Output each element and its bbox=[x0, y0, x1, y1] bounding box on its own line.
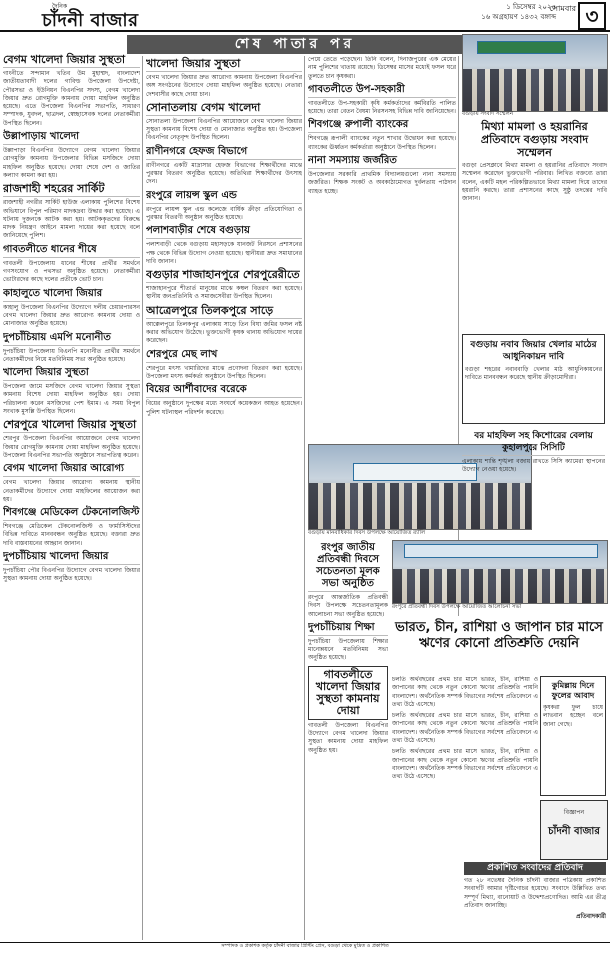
photo-banner bbox=[404, 544, 599, 558]
article-body: পেয়ে তেতে পড়েছেন। তিনি বলেন, দিনাজপুরের এক মেয়ের নাম পুলিশের খাতায় রয়েছে। ডিসেম্বর মাসের মধ্যেই ফসল ঘরে তুলতে চান কৃষকরা। bbox=[308, 56, 456, 80]
article-body: রংপুরে লায়ন্স স্কুল এন্ড কলেজে বার্ষিক ক্রীড়া প্রতিযোগিতা ও পুরস্কার বিতরণী অনুষ্ঠান অনুষ্ঠিত হয়েছে। bbox=[146, 205, 302, 221]
article-body: বিয়ের অনুষ্ঠানে দুপক্ষের মধ্যে সংঘর্ষে কয়েকজন আহত হয়েছেন। পুলিশ ঘটনাস্থল পরিদর্শন করেছে। bbox=[146, 400, 302, 416]
article-body: বগুড়া প্রেসক্লাবে মিথ্যা মামলা ও হয়রানির প্রতিবাদে সংবাদ সম্মেলন করেছেন ভুক্তভোগী পরিবার। লিখিত বক্তব্যে তারা বলেন, একটি মহল পরিকল্পিতভাবে মিথ্যা মামলা দিয়ে তাদের হয়রানি করছে। তারা প্রশাসনের কাছে সুষ্ঠু তদন্তের দাবি জানান। bbox=[462, 162, 607, 203]
headline: বেগম খালেদা জিয়ার সুস্থতা bbox=[3, 54, 140, 68]
page-number: ৩ bbox=[578, 2, 606, 30]
headline: রংপুরে লায়ন্স স্কুল এন্ড bbox=[146, 190, 302, 204]
column-rule bbox=[142, 56, 143, 940]
logo-prefix: দৈনিক bbox=[52, 3, 68, 10]
big-story bbox=[392, 618, 606, 674]
article-body: উল্লাপাড়া বিএনপির উদ্যোগে বেগম খালেদা জিয়ার রোগমুক্তি কামনায় উপজেলার বিভিন্ন মসজিদে দোয়া মাহফিল অনুষ্ঠিত হয়েছে। দোয়া শেষে দেশ ও জাতির কল্যাণ কামনা করা হয়। bbox=[3, 147, 140, 179]
article-body: রংপুরে আন্তর্জাতিক প্রতিবন্ধী দিবস উপলক্ষে সচেতনতামূলক আলোচনা সভা অনুষ্ঠিত হয়েছে। bbox=[308, 594, 388, 618]
imprint-footer: সম্পাদক ও প্রকাশক কর্তৃক চাঁদনী বাজার প্রিন্টিং প্রেস, বগুড়া থেকে মুদ্রিত ও প্রকাশিত bbox=[0, 942, 610, 954]
photo-caption: বগুড়ায় সংবাদ সম্মেলন bbox=[462, 111, 514, 117]
boxed-story bbox=[462, 334, 605, 424]
headline: রাজশাহী শহরের সার্কিট bbox=[3, 183, 140, 197]
article-body: শেরপুর উপজেলা বিএনপির আয়োজনে বেগম খালেদা জিয়ার রোগমুক্তি কামনায় দোয়া মাহফিল অনুষ্ঠিত হয়েছে। উপজেলা বিএনপির সভাপতি অনুষ্ঠানে সভাপতিত্ব করেন। bbox=[3, 435, 140, 459]
column-rule bbox=[304, 56, 305, 940]
article-body: আক্কেলপুরে তিলকপুর এলাকায় সাড়ে তিন বিঘা জমির ফসল নষ্ট করার অভিযোগ উঠেছে। ভুক্তভোগী কৃষক থানায় অভিযোগ দায়ের করেছেন। bbox=[146, 320, 302, 345]
headline: শিবগঞ্জে মেডিকেল টেকনোলজিস্ট bbox=[3, 507, 140, 521]
ad-label: বিজ্ঞাপন bbox=[563, 809, 585, 816]
column-1 bbox=[3, 52, 140, 940]
seminar-photo bbox=[392, 540, 608, 604]
headline: আত্রেলপুরে তিলকপুরে সাড়ে bbox=[146, 305, 302, 319]
headline: দুপচাঁচিয়ায় শিক্ষা bbox=[308, 622, 388, 636]
photo-banner bbox=[477, 41, 565, 54]
headline: বগুড়ায় নবাব জিয়ার খেলার মাঠের আধুনিকায়ন দাবি bbox=[470, 340, 597, 362]
advertisement bbox=[540, 800, 608, 860]
article-body: এলাকায় শান্তি শৃঙ্খলা বজায় রাখতে সিসি ক্যামেরা স্থাপনের উদ্যোগ নেওয়া হয়েছে। bbox=[462, 458, 605, 474]
article-body: গাবতলী উপজেলায় ধানের শীষের প্রার্থীর সমর্থনে গণসংযোগ ও পথসভা অনুষ্ঠিত হয়েছে। নেতাকর্মীরা ভোটারদের কাছে দলের প্রতীকে ভোট চান। bbox=[3, 259, 140, 284]
article-body: পলাশবাড়ী থেকে বগুড়ায় মহাসড়কে যানজট নিরসনে প্রশাসনের পক্ষ থেকে বিভিন্ন উদ্যোগ নেওয়া হয়েছে। স্থানীয়রা দ্রুত সমাধানের দাবি জানান। bbox=[146, 241, 302, 265]
date-english: ১ ডিসেম্বর ২০২৫ bbox=[506, 3, 556, 11]
headline: দুপচাঁচিয়ায় খালেদা জিয়ার bbox=[3, 551, 140, 565]
masthead bbox=[0, 0, 610, 32]
issue-dates bbox=[481, 2, 556, 22]
article-body: শিবগঞ্জে রূপালী ব্যাংকের নতুন শাখার উদ্বোধন করা হয়েছে। ব্যাংকের ঊর্ধ্বতন কর্মকর্তারা অনুষ্ঠানে উপস্থিত ছিলেন। bbox=[308, 135, 456, 151]
article-body: বগুড়া শহরের নবাববাড়ি খেলার মাঠ আধুনিকায়নের দাবিতে মানববন্ধন করেছে স্থানীয় ক্রীড়ামোদীরা। bbox=[465, 366, 602, 382]
headline: সোনাতলায় বেগম খালেদা bbox=[146, 102, 302, 116]
headline: শেরপুরে খালেদা জিয়ার সুস্থতা bbox=[3, 419, 140, 433]
headline: বেগম খালেদা জিয়ার আরোগ্য bbox=[3, 463, 140, 477]
headline: গাবতলীতে উপ-সহকারী bbox=[308, 84, 456, 98]
protest-body: গত ২৮ নভেম্বর দৈনিক চাঁদনী বাজার পত্রিকায় প্রকাশিত সংবাদটি আমার দৃষ্টিগোচর হয়েছে। সংবাদে উল্লিখিত তথ্য সম্পূর্ণ মিথ্যা, বানোয়াট ও উদ্দেশ্যপ্রণোদিত। আমি এর তীব্র প্রতিবাদ জানাচ্ছি। bbox=[464, 877, 606, 909]
headline: নানা সমস্যায় জর্জরিত bbox=[308, 155, 456, 169]
article-body: শাজাহানপুরে শীতার্ত মানুষের মাঝে কম্বল বিতরণ করা হয়েছে। স্থানীয় জনপ্রতিনিধি ও সমাজসেবীরা উপস্থিত ছিলেন। bbox=[146, 285, 302, 301]
protest-bar: প্রকাশিত সংবাদের প্রতিবাদ bbox=[464, 862, 606, 875]
issue-day: সোমবার bbox=[549, 4, 576, 13]
photo-crowd bbox=[463, 69, 607, 111]
headline: কাহালুতে খালেদা জিয়ার bbox=[3, 288, 140, 302]
article-body: দুপচাঁচিয়া উপজেলায় শিক্ষার মানোন্নয়নে মতবিনিময় সভা অনুষ্ঠিত হয়েছে। bbox=[308, 637, 388, 662]
article-body: উপজেলার সরকারি প্রাথমিক বিদ্যালয়গুলো নানা সমস্যায় জর্জরিত। শিক্ষক সংকট ও অবকাঠামোগত দুর্বলতায় পাঠদান ব্যাহত হচ্ছে। bbox=[308, 171, 456, 195]
headline: উল্লাপাড়ায় খালেদা bbox=[3, 131, 140, 145]
protest-notice bbox=[464, 877, 606, 939]
section-banner: শেষ পাতার পর bbox=[127, 35, 463, 54]
article-body: গাবতলীতে উপ-সহকারী কৃষি কর্মকর্তাদের কর্মবিরতি পালিত হয়েছে। তারা বেতন বৈষম্য নিরসনসহ বিভিন্ন দাবি জানিয়েছেন। bbox=[308, 99, 456, 116]
article-body: উপজেলা জামে মসজিদে বেগম খালেদা জিয়ার সুস্থতা কামনায় বিশেষ দোয়া মাহফিল অনুষ্ঠিত হয়। দোয়া পরিচালনা করেন মসজিদের পেশ ইমাম। এ সময় বিপুল সংখ্যক মুসল্লি উপস্থিত ছিলেন। bbox=[3, 383, 140, 416]
headline: কুমিল্লায় দিনে ফুলের আবাদ bbox=[551, 681, 595, 700]
article-body: গাংনীতে সন্দামান খতিব উম মুহাম্মদ, বাংলাদেশ জাতীয়তাবাদী দলের গাবিল্ড উপজেলা উপদেষ্টা, পৌরসভা ও ইউনিয়ন বিএনপির সদস্য, বেগম খালেদা জিয়ার দ্রুত রোগমুক্তি কামনায় দোয়া মাহফিল অনুষ্ঠিত হয়েছে। এতে উপজেলা বিএনপির সভাপতি, সাধারণ সম্পাদক, যুবদল, ছাত্রদল, স্বেচ্ছাসেবক দলের নেতাকর্মীরা উপস্থিত ছিলেন। bbox=[3, 70, 140, 127]
protest-signature: প্রতিবাদকারী bbox=[576, 913, 606, 921]
photo-caption: বগুড়ায় মানবাধিকার দিবস উপলক্ষে আয়োজিত র‍্যালি bbox=[308, 530, 426, 536]
small-box-story bbox=[540, 676, 606, 796]
big-headline: ভারত, চীন, রাশিয়া ও জাপান চার মাসে ঋণের কোনো প্রতিশ্রুতি দেয়নি bbox=[395, 620, 603, 651]
article-body: চলতি অর্থবছরের প্রথম চার মাসে ভারত, চীন, রাশিয়া ও জাপানের কাছ থেকে নতুন কোনো ঋণের প্রতিশ্রুতি পায়নি বাংলাদেশ। অর্থনৈতিক সম্পর্ক বিভাগের সর্বশেষ প্রতিবেদনে এ তথ্য উঠে এসেছে। bbox=[392, 748, 538, 781]
article-body: শিবগঞ্জে মেডিকেল টেকনোলজিস্ট ও ফার্মাসিস্টদের বিভিন্ন দাবিতে মানববন্ধন অনুষ্ঠিত হয়েছে। বক্তারা দ্রুত দাবি বাস্তবায়নের আহ্বান জানান। bbox=[3, 523, 140, 547]
photo-banner bbox=[353, 463, 477, 480]
photo-crowd bbox=[393, 569, 607, 603]
article-body: সোনাতলা উপজেলা বিএনপির আয়োজনে বেগম খালেদা জিয়ার সুস্থতা কামনায় বিশেষ দোয়া ও মোনাজাত অনুষ্ঠিত হয়। উপজেলা বিএনপির নেতৃবৃন্দ উপস্থিত ছিলেন। bbox=[146, 117, 302, 142]
article-body: দুপচাঁচিয়া পৌর বিএনপির উদ্যোগে বেগম খালেদা জিয়ার সুস্থতা কামনায় দোয়া অনুষ্ঠিত হয়েছে। bbox=[3, 566, 140, 583]
press-conference-photo bbox=[462, 34, 608, 112]
article-body: রাজশাহী নগরীর সার্কিট হাউজ এলাকায় পুলিশের বিশেষ অভিযানে বিপুল পরিমাণ মাদকদ্রব্য উদ্ধার করা হয়েছে। এ ঘটনায় দুজনকে আটক করা হয়। আটককৃতদের বিরুদ্ধে মাদক নিয়ন্ত্রণ আইনে মামলা দায়ের করা হয়েছে বলে জানিয়েছে পুলিশ। bbox=[3, 199, 140, 240]
headline: পলাশবাড়ীর শেষে বগুড়ায় bbox=[146, 225, 302, 239]
article-body: গাবতলী উপজেলা বিএনপির উদ্যোগে বেগম খালেদা জিয়ার সুস্থতা কামনায় দোয়া মাহফিল অনুষ্ঠিত হয়। bbox=[308, 721, 388, 754]
photo-caption: রংপুরে প্রতিবন্ধী দিবস উপলক্ষে আয়োজিত আলোচনা সভা bbox=[392, 604, 522, 610]
article-body: কাহালু উপজেলা বিএনপির উদ্যোগে দলীয় চেয়ারপারসন বেগম খালেদা জিয়ার দ্রুত আরোগ্য কামনায় দোয়া ও মোনাজাত অনুষ্ঠিত হয়েছে। bbox=[3, 303, 140, 328]
headline: রাণীনগরে হেফজ বিভাগে bbox=[146, 146, 302, 160]
headline: বগুড়ার শাজাহানপুরে শেরপুরেরীতে bbox=[146, 269, 302, 283]
lead-headline: মিথ্যা মামলা ও হয়রানির প্রতিবাদে বগুড়ায় সংবাদ সম্মেলন bbox=[480, 120, 589, 159]
article-body: চলতি অর্থবছরের প্রথম চার মাসে ভারত, চীন, রাশিয়া ও জাপানের কাছ থেকে নতুন কোনো ঋণের প্রতিশ্রুতি পায়নি বাংলাদেশ। অর্থনৈতিক সম্পর্ক বিভাগের সর্বশেষ প্রতিবেদনে এ তথ্য উঠে এসেছে। bbox=[392, 712, 538, 745]
headline: বর মাহফিল সহ কিশোরের বেলায় কুহালপুরে সিসিটি bbox=[462, 430, 605, 456]
headline: শেরপুরে মেছ লাখ bbox=[146, 349, 302, 363]
headline: বিয়ের আর্শীবাদের বরেকে bbox=[146, 384, 302, 398]
column-2 bbox=[146, 56, 302, 940]
headline: রংপুর জাতীয় প্রতিবন্ধী দিবসে সচেতনতা মূলক সভা অনুষ্ঠিত bbox=[308, 542, 388, 592]
article-body: রাণীনগরে একটি মাদ্রাসার হেফজ বিভাগের শিক্ষার্থীদের মাঝে পুরস্কার বিতরণ অনুষ্ঠিত হয়েছে। অতিথিরা শিক্ষার্থীদের উৎসাহ দেন। bbox=[146, 161, 302, 186]
headline-boxed: গাবতলীতে খালেদা জিয়ার সুস্থতা কামনায় দোয়া bbox=[308, 666, 388, 720]
column-4-mid bbox=[462, 428, 605, 538]
headline: খালেদা জিয়ার সুস্থতা bbox=[146, 58, 302, 72]
article-body: কৃষকরা ফুল চাষে লাভবান হচ্ছেন বলে জানা গেছে। bbox=[543, 704, 603, 728]
column-3-upper bbox=[308, 56, 456, 441]
headline: গাবতলীতে ধানের শীষে bbox=[3, 244, 140, 258]
article-body: বেগম খালেদা জিয়ার আরোগ্য কামনায় স্থানীয় নেতাকর্মীদের উদ্যোগে দোয়া মাহফিলের আয়োজন করা হয়। bbox=[3, 479, 140, 503]
newspaper-logo: চাঁদনী বাজার bbox=[42, 10, 139, 31]
headline: খালেদা জিয়ার সুস্থতা bbox=[3, 367, 140, 381]
column-4-lead bbox=[462, 118, 607, 330]
ad-text: চাঁদনী বাজার bbox=[548, 826, 600, 837]
column-3-lower bbox=[308, 540, 388, 940]
article-body: শেরপুরে মৎস্য খামারিদের মাঝে প্রণোদনা বিতরণ করা হয়েছে। উপজেলা মৎস্য কর্মকর্তা অনুষ্ঠানে উপস্থিত ছিলেন। bbox=[146, 364, 302, 380]
article-body: চলতি অর্থবছরের প্রথম চার মাসে ভারত, চীন, রাশিয়া ও জাপানের কাছ থেকে নতুন কোনো ঋণের প্রতিশ্রুতি পায়নি বাংলাদেশ। অর্থনৈতিক সম্পর্ক বিভাগের সর্বশেষ প্রতিবেদনে এ তথ্য উঠে এসেছে। bbox=[392, 676, 538, 708]
article-body: বেগম খালেদা জিয়ার দ্রুত আরোগ্য কামনায় উপজেলা বিএনপির অঙ্গ সংগঠনের উদ্যোগে দোয়া মাহফিল অনুষ্ঠিত হয়েছে। নেতারা দেশবাসীর কাছে দোয়া চান। bbox=[146, 74, 302, 98]
headline: দুপচাঁচিয়ায় এমপি মনোনীত bbox=[3, 332, 140, 346]
article-body: দুপচাঁচিয়া উপজেলায় বিএনপি মনোনীত প্রার্থীর সমর্থনে নেতাকর্মীদের নিয়ে মতবিনিময় সভা অনুষ্ঠিত হয়েছে। bbox=[3, 347, 140, 363]
headline: শিবগঞ্জে রুপালী ব্যাংকের bbox=[308, 119, 456, 133]
date-bangla: ১৬ অগ্রহায়ণ ১৪৩২ বঙ্গাব্দ bbox=[481, 13, 556, 21]
